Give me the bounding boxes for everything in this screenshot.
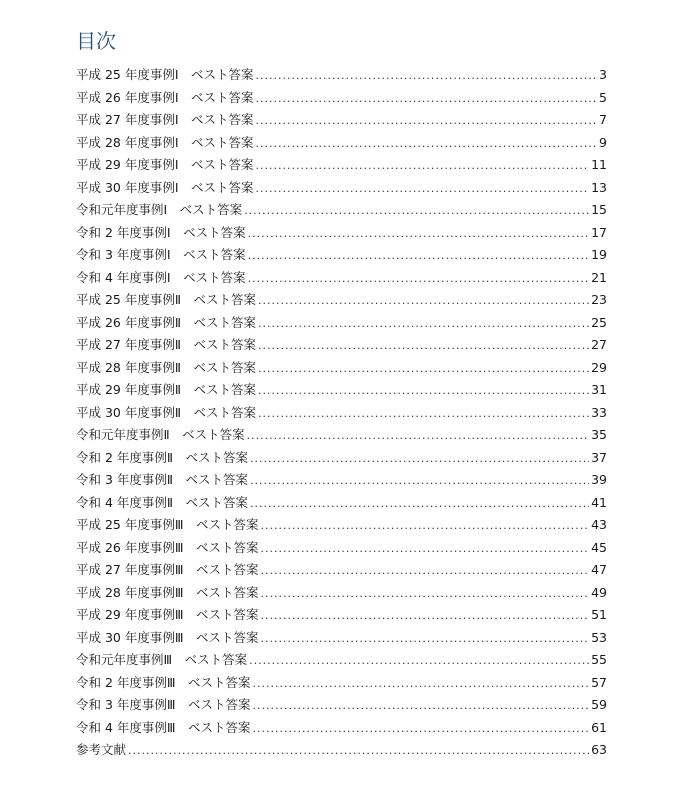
- toc-entry-label: 平成 26 年度事例Ⅰ ベスト答案: [76, 89, 254, 105]
- toc-dot-leader: [258, 358, 589, 381]
- toc-entry-label: 平成 30 年度事例Ⅰ ベスト答案: [76, 179, 254, 195]
- toc-entry-label: 平成 30 年度事例Ⅲ ベスト答案: [76, 629, 259, 645]
- toc-page-number: 25: [591, 314, 607, 330]
- toc-page-number: 47: [591, 562, 607, 577]
- toc-entry-label: 参考文献: [76, 742, 127, 757]
- toc-dot-leader: [258, 313, 589, 336]
- toc-entry-label: 令和 4 年度事例Ⅰ ベスト答案: [76, 269, 246, 285]
- toc-page-number: 3: [599, 67, 607, 82]
- toc-entry[interactable]: [76, 402, 607, 425]
- toc-entry[interactable]: [76, 289, 607, 312]
- toc-entry-label: 令和 2 年度事例Ⅰ ベスト答案: [76, 224, 246, 240]
- toc-dot-leader: [256, 65, 598, 88]
- toc-entry[interactable]: [76, 357, 607, 380]
- toc-page-number: 49: [591, 584, 607, 600]
- toc-entry-label: 平成 29 年度事例Ⅲ ベスト答案: [76, 607, 259, 622]
- toc-entry[interactable]: [76, 739, 607, 762]
- toc-entry-label: 令和元年度事例Ⅰ ベスト答案: [76, 202, 243, 217]
- toc-entry[interactable]: [76, 109, 607, 132]
- toc-entry-label: 令和 2 年度事例Ⅱ ベスト答案: [76, 449, 249, 465]
- toc-entry[interactable]: [76, 514, 607, 537]
- toc-dot-leader: [258, 403, 589, 426]
- toc-page-number: 29: [591, 359, 607, 375]
- toc-entry[interactable]: [76, 379, 607, 402]
- toc-list: [76, 64, 607, 762]
- toc-page-number: 15: [591, 202, 607, 217]
- toc-dot-leader: [256, 178, 590, 201]
- toc-dot-leader: [256, 155, 590, 178]
- toc-page-number: 19: [591, 247, 607, 262]
- toc-dot-leader: [260, 515, 589, 538]
- toc-dot-leader: [258, 380, 589, 403]
- toc-entry[interactable]: [76, 717, 607, 740]
- toc-entry[interactable]: [76, 492, 607, 515]
- toc-dot-leader: [247, 425, 589, 448]
- toc-entry-label: 平成 26 年度事例Ⅱ ベスト答案: [76, 314, 257, 330]
- toc-entry-label: 平成 28 年度事例Ⅱ ベスト答案: [76, 359, 257, 375]
- toc-dot-leader: [256, 133, 598, 156]
- toc-page-number: 35: [591, 427, 607, 442]
- toc-entry-label: 平成 25 年度事例Ⅲ ベスト答案: [76, 517, 259, 532]
- toc-dot-leader: [250, 448, 589, 471]
- toc-dot-leader: [248, 268, 590, 291]
- toc-page-number: 5: [599, 89, 607, 105]
- toc-page-number: 31: [591, 382, 607, 397]
- toc-entry-label: 平成 25 年度事例Ⅱ ベスト答案: [76, 292, 257, 307]
- toc-page-number: 41: [591, 494, 607, 510]
- toc-dot-leader: [250, 493, 589, 516]
- toc-dot-leader: [248, 245, 590, 268]
- toc-entry[interactable]: [76, 424, 607, 447]
- toc-entry-label: 令和 4 年度事例Ⅲ ベスト答案: [76, 719, 251, 735]
- toc-dot-leader: [260, 583, 589, 606]
- toc-page-number: 27: [591, 337, 607, 352]
- toc-title: 目次: [76, 29, 116, 53]
- toc-page-number: 55: [591, 652, 607, 667]
- toc-entry[interactable]: [76, 469, 607, 492]
- toc-entry-label: 平成 27 年度事例Ⅰ ベスト答案: [76, 112, 254, 127]
- toc-page-number: 23: [591, 292, 607, 307]
- toc-entry[interactable]: [76, 582, 607, 605]
- toc-entry[interactable]: [76, 537, 607, 560]
- toc-entry-label: 平成 28 年度事例Ⅰ ベスト答案: [76, 134, 254, 150]
- toc-entry[interactable]: [76, 447, 607, 470]
- toc-entry[interactable]: [76, 199, 607, 222]
- toc-entry-label: 平成 29 年度事例Ⅱ ベスト答案: [76, 382, 257, 397]
- toc-page-number: 59: [591, 697, 607, 712]
- toc-entry-label: 令和 3 年度事例Ⅰ ベスト答案: [76, 247, 246, 262]
- toc-entry[interactable]: [76, 604, 607, 627]
- toc-page-number: 51: [591, 607, 607, 622]
- toc-entry-label: 令和 4 年度事例Ⅱ ベスト答案: [76, 494, 249, 510]
- toc-page-number: 13: [591, 179, 607, 195]
- toc-entry[interactable]: [76, 672, 607, 695]
- toc-dot-leader: [128, 740, 589, 763]
- toc-page-number: 45: [591, 539, 607, 555]
- toc-entry[interactable]: [76, 177, 607, 200]
- toc-entry[interactable]: [76, 244, 607, 267]
- toc-entry[interactable]: [76, 627, 607, 650]
- toc-entry-label: 令和 3 年度事例Ⅱ ベスト答案: [76, 472, 249, 487]
- toc-entry[interactable]: [76, 87, 607, 110]
- toc-entry-label: 平成 29 年度事例Ⅰ ベスト答案: [76, 157, 254, 172]
- toc-entry-label: 平成 30 年度事例Ⅱ ベスト答案: [76, 404, 257, 420]
- toc-dot-leader: [253, 718, 590, 741]
- toc-entry-label: 令和元年度事例Ⅱ ベスト答案: [76, 427, 245, 442]
- toc-entry[interactable]: [76, 559, 607, 582]
- toc-entry-label: 平成 26 年度事例Ⅲ ベスト答案: [76, 539, 259, 555]
- toc-dot-leader: [256, 88, 598, 111]
- toc-page-number: 39: [591, 472, 607, 487]
- toc-page-number: 7: [599, 112, 607, 127]
- toc-dot-leader: [260, 605, 589, 628]
- toc-page-number: 57: [591, 674, 607, 690]
- toc-page-number: 43: [591, 517, 607, 532]
- toc-entry[interactable]: [76, 694, 607, 717]
- toc-entry[interactable]: [76, 334, 607, 357]
- toc-dot-leader: [260, 628, 589, 651]
- toc-dot-leader: [249, 650, 589, 673]
- toc-dot-leader: [258, 335, 589, 358]
- toc-page-number: 9: [599, 134, 607, 150]
- toc-entry[interactable]: [76, 132, 607, 155]
- toc-entry-label: 平成 25 年度事例Ⅰ ベスト答案: [76, 67, 254, 82]
- toc-page-number: 63: [591, 742, 607, 757]
- toc-entry[interactable]: [76, 154, 607, 177]
- toc-dot-leader: [260, 538, 589, 561]
- toc-dot-leader: [253, 695, 590, 718]
- toc-page-number: 21: [591, 269, 607, 285]
- toc-entry-label: 令和元年度事例Ⅲ ベスト答案: [76, 652, 248, 667]
- toc-entry[interactable]: [76, 267, 607, 290]
- toc-dot-leader: [250, 470, 589, 493]
- toc-entry-label: 平成 28 年度事例Ⅲ ベスト答案: [76, 584, 259, 600]
- toc-entry-label: 令和 3 年度事例Ⅲ ベスト答案: [76, 697, 251, 712]
- toc-entry[interactable]: [76, 222, 607, 245]
- toc-dot-leader: [260, 560, 589, 583]
- toc-entry-label: 平成 27 年度事例Ⅱ ベスト答案: [76, 337, 257, 352]
- toc-entry[interactable]: [76, 312, 607, 335]
- toc-page-number: 61: [591, 719, 607, 735]
- toc-dot-leader: [258, 290, 589, 313]
- toc-page-number: 33: [591, 404, 607, 420]
- toc-page-number: 53: [591, 629, 607, 645]
- toc-dot-leader: [253, 673, 590, 696]
- toc-page-number: 17: [591, 224, 607, 240]
- toc-dot-leader: [244, 200, 589, 223]
- toc-page-number: 37: [591, 449, 607, 465]
- toc-page-number: 11: [591, 157, 607, 172]
- toc-entry-label: 平成 27 年度事例Ⅲ ベスト答案: [76, 562, 259, 577]
- toc-dot-leader: [248, 223, 590, 246]
- toc-entry-label: 令和 2 年度事例Ⅲ ベスト答案: [76, 674, 251, 690]
- toc-entry[interactable]: [76, 649, 607, 672]
- toc-dot-leader: [256, 110, 598, 133]
- toc-entry[interactable]: [76, 64, 607, 87]
